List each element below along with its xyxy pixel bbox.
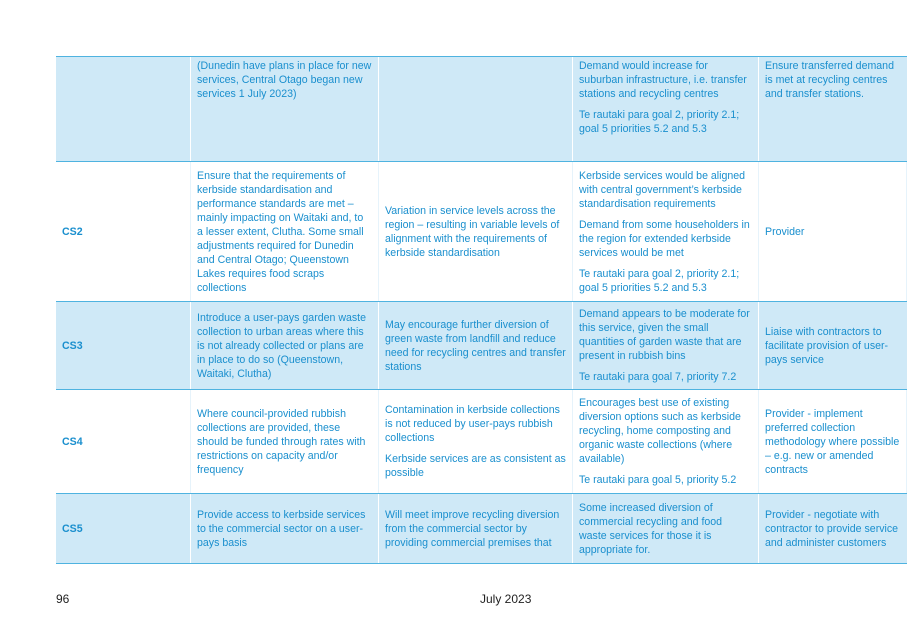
table-row — [56, 390, 907, 494]
implications-text: Encourages best use of existing diversion options such as kerbside recycling, home composting and organic waste collections (where available) — [579, 397, 741, 465]
council-role-cell — [759, 162, 907, 301]
impact-text: Will meet improve recycling diversion from the commercial sector by providing commercial premises that — [385, 508, 560, 549]
implications-text: Demand would increase for suburban infrastructure, i.e. transfer stations and recycling centres — [579, 60, 747, 100]
council-role-text: Liaise with contractors to facilitate provision of user-pays service — [765, 325, 889, 366]
option-description-cell — [191, 302, 379, 389]
page-number: 96 — [56, 592, 70, 606]
implications-cell — [573, 302, 759, 389]
implications-text: Demand from some householders in the region for extended kerbside services would be met — [579, 218, 750, 259]
impact-text: May encourage further diversion of green waste from landfill and reduce need for recycling centres and transfer stations — [385, 318, 566, 373]
impact-cell — [379, 494, 573, 563]
option-description-cell — [191, 162, 379, 301]
impact-text: Contamination in kerbside collections is not reduced by user-pays rubbish collections — [385, 404, 560, 444]
implications-text: Te rautaki para goal 2, priority 2.1; goal 5 priorities 5.2 and 5.3 — [579, 267, 740, 294]
option-description-text: (Dunedin have plans in place for new services, Central Otago began new services 1 July 2023) — [197, 60, 372, 100]
table-row — [56, 302, 907, 390]
option-description-cell — [191, 57, 379, 161]
option-description-text: Introduce a user-pays garden waste collection to urban areas where this is not already collected or plans are in place to do so (Queenstown, Waitaki, Clutha) — [197, 311, 367, 380]
council-role-cell — [759, 494, 907, 563]
implications-text: Te rautaki para goal 2, priority 2.1; goal 5 priorities 5.2 and 5.3 — [579, 109, 740, 135]
implications-text: Kerbside services would be aligned with central government’s kerbside standardisation requirements — [579, 169, 746, 210]
option-id-cell — [56, 494, 191, 563]
option-id-cell — [56, 390, 191, 493]
impact-cell — [379, 390, 573, 493]
option-description-cell — [191, 494, 379, 563]
implications-text: Te rautaki para goal 5, priority 5.2 — [579, 474, 737, 486]
council-role-text: Ensure transferred demand is met at recycling centres and transfer stations. — [765, 60, 894, 100]
option-description-text: Ensure that the requirements of kerbside standardisation and performance standards are met – mainly impacting on Waitaki and, to a lesser extent, Clutha. Some small adjustments required for Dunedin and Central Otago; Queenstown Lakes requires food scraps collections — [197, 169, 364, 294]
footer-date: July 2023 — [480, 592, 532, 606]
implications-cell — [573, 162, 759, 301]
option-description-text: Provide access to kerbside services to the commercial sector on a user-pays basis — [197, 508, 366, 549]
council-role-text: Provider - negotiate with contractor to provide service and administer customers — [765, 508, 899, 549]
impact-cell — [379, 302, 573, 389]
table-row — [56, 57, 907, 162]
impact-cell — [379, 57, 573, 161]
option-id-cell — [56, 302, 191, 389]
council-role-text: Provider - implement preferred collection methodology where possible – e.g. new or amended contracts — [765, 407, 900, 476]
impact-text: Kerbside services are as consistent as possible — [385, 453, 566, 479]
option-description-cell — [191, 390, 379, 493]
table-row — [56, 494, 907, 564]
implications-cell — [573, 57, 759, 161]
council-role-text: Provider — [765, 225, 805, 238]
implications-text: Te rautaki para goal 7, priority 7.2 — [579, 371, 737, 383]
options-table — [56, 56, 907, 564]
option-id-cell — [56, 57, 191, 161]
table-row — [56, 162, 907, 302]
council-role-cell — [759, 390, 907, 493]
option-id: CS3 — [62, 339, 83, 352]
option-id: CS5 — [62, 522, 83, 535]
option-id-cell — [56, 162, 191, 301]
option-description-text: Where council-provided rubbish collections are provided, these should be funded through rates with restrictions on capacity and/or frequency — [197, 407, 366, 476]
council-role-cell — [759, 57, 907, 161]
council-role-cell — [759, 302, 907, 389]
implications-text: Some increased diversion of commercial recycling and food waste services for those it is appropriate for. — [579, 501, 723, 556]
implications-cell — [573, 390, 759, 493]
option-id: CS4 — [62, 435, 83, 448]
impact-text: Variation in service levels across the region – resulting in variable levels of alignment with the requirements of kerbside standardisation — [385, 204, 560, 259]
implications-cell — [573, 494, 759, 563]
option-id: CS2 — [62, 225, 83, 238]
impact-cell — [379, 162, 573, 301]
implications-text: Demand appears to be moderate for this service, given the small quantities of garden waste that are present in rubbish bins — [579, 308, 750, 362]
